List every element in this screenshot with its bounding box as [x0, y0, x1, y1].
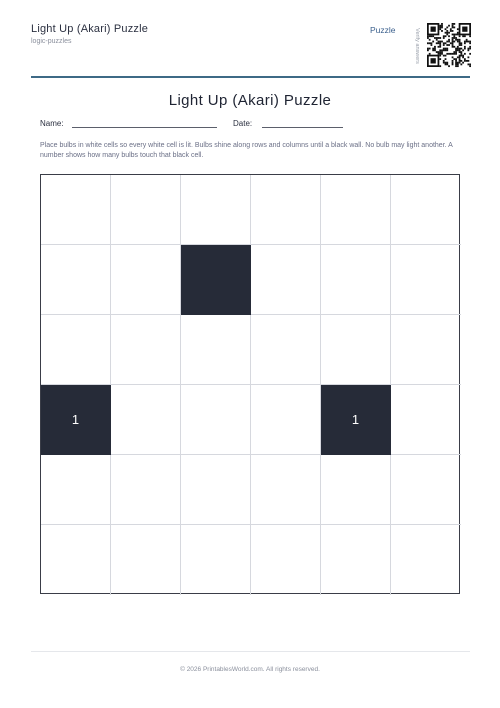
header-divider [31, 76, 470, 78]
page-title: Light Up (Akari) Puzzle [168, 92, 332, 109]
white-cell[interactable] [321, 245, 391, 315]
white-cell[interactable] [251, 175, 321, 245]
white-cell[interactable] [391, 245, 461, 315]
white-cell[interactable] [391, 315, 461, 385]
header-category: logic-puzzles [31, 38, 72, 45]
white-cell[interactable] [41, 245, 111, 315]
white-cell[interactable] [111, 245, 181, 315]
white-cell[interactable] [181, 175, 251, 245]
white-cell[interactable] [321, 315, 391, 385]
white-cell[interactable] [321, 525, 391, 595]
name-field[interactable] [72, 127, 217, 128]
white-cell[interactable] [251, 455, 321, 525]
white-cell[interactable] [111, 315, 181, 385]
white-cell[interactable] [321, 175, 391, 245]
white-cell[interactable] [391, 385, 461, 455]
white-cell[interactable] [251, 245, 321, 315]
date-label: Date: [233, 119, 253, 128]
white-cell[interactable] [111, 525, 181, 595]
white-cell[interactable] [391, 525, 461, 595]
header-title: Light Up (Akari) Puzzle [31, 23, 149, 35]
wall-cell: 1 [41, 385, 111, 455]
white-cell[interactable] [391, 455, 461, 525]
white-cell[interactable] [181, 525, 251, 595]
verify-label: Verify answers [414, 28, 420, 64]
white-cell[interactable] [251, 385, 321, 455]
header-tag: Puzzle [370, 25, 396, 35]
puzzle-grid [40, 174, 460, 594]
white-cell[interactable] [41, 455, 111, 525]
footer-copyright: © 2026 PrintablesWorld.com. All rights reserved. [180, 666, 320, 673]
qr-code-icon[interactable] [427, 17, 471, 73]
white-cell[interactable] [251, 525, 321, 595]
date-field[interactable] [262, 127, 343, 128]
white-cell[interactable] [41, 175, 111, 245]
white-cell[interactable] [181, 455, 251, 525]
wall-cell [181, 245, 251, 315]
white-cell[interactable] [181, 385, 251, 455]
name-label: Name: [40, 119, 64, 128]
white-cell[interactable] [181, 315, 251, 385]
white-cell[interactable] [41, 315, 111, 385]
instructions: Place bulbs in white cells so every white cell is lit. Bulbs shine along rows and columns until a black wall. No bulb may light another. A number shows how many bulbs touch that black cell. [40, 142, 453, 159]
white-cell[interactable] [41, 525, 111, 595]
white-cell[interactable] [251, 315, 321, 385]
white-cell[interactable] [111, 455, 181, 525]
white-cell[interactable] [111, 385, 181, 455]
white-cell[interactable] [321, 455, 391, 525]
white-cell[interactable] [111, 175, 181, 245]
white-cell[interactable] [391, 175, 461, 245]
footer-divider [31, 651, 470, 652]
wall-cell: 1 [321, 385, 391, 455]
